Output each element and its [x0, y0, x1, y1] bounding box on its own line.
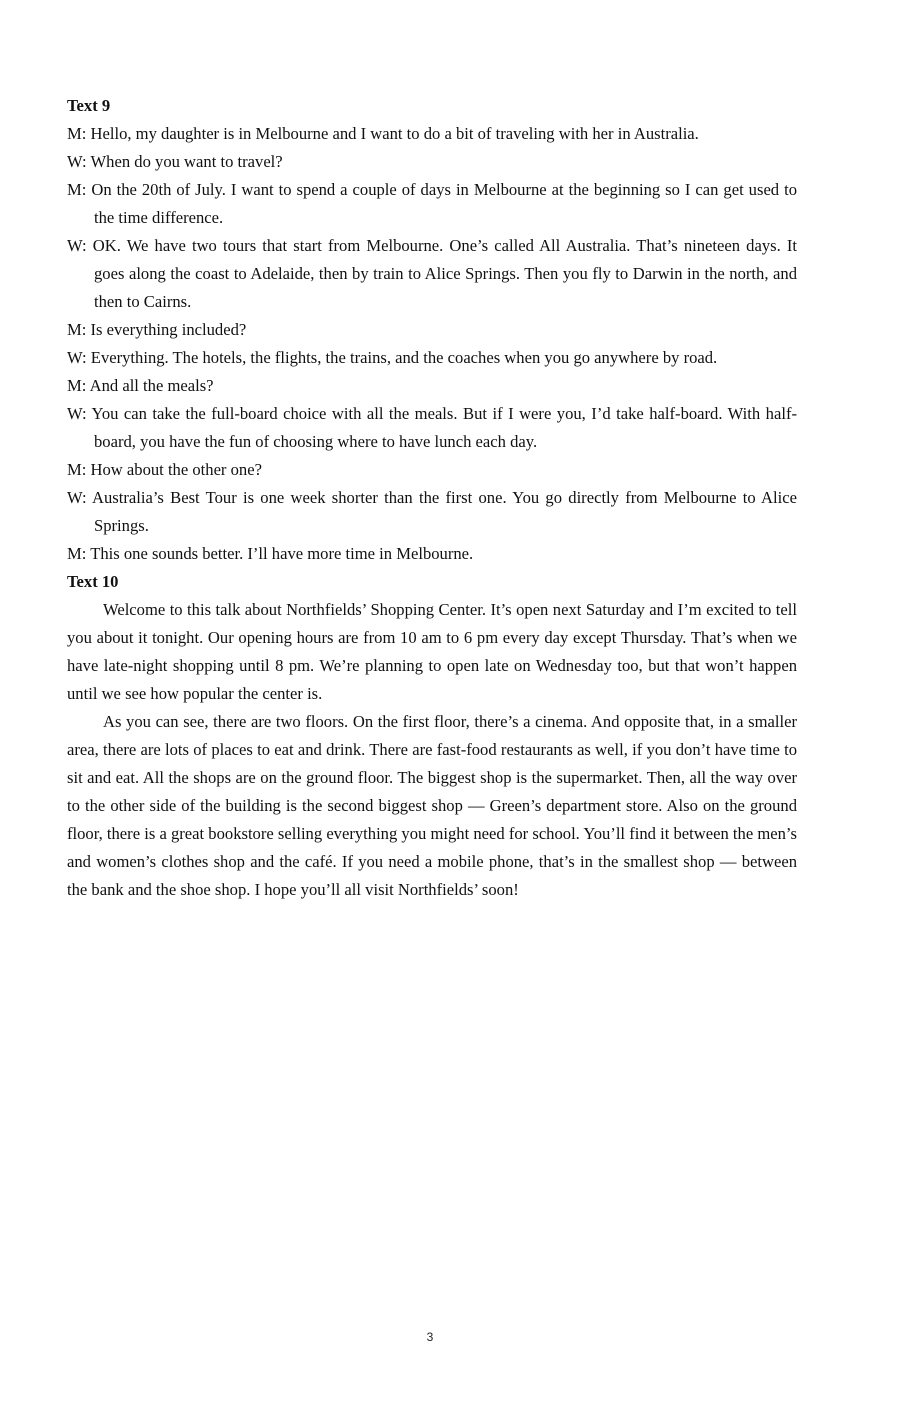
document-body [67, 92, 797, 904]
dialog-line: W: OK. We have two tours that start from Melbourne. One’s called All Australia. That’s nineteen days. It goes along the coast to Adelaide, then by train to Alice Springs. Then you fly to Darwin in the north, and then to Cairns. [67, 236, 797, 311]
text10-section [67, 568, 797, 904]
dialog-line: M: Hello, my daughter is in Melbourne and I want to do a bit of traveling with her in Australia. [67, 124, 699, 143]
text10-paragraph: Welcome to this talk about Northfields’ Shopping Center. It’s open next Saturday and I’m excited to tell you about it tonight. Our opening hours are from 10 am to 6 pm every day except Thursday. That’s when we have late-night shopping until 8 pm. We’re planning to open late on Wednesday too, but that won’t happen until we see how popular the center is. [67, 600, 797, 703]
text10-heading: Text 10 [67, 572, 119, 591]
dialog-line: M: Is everything included? [67, 320, 247, 339]
dialog-line: W: Everything. The hotels, the flights, the trains, and the coaches when you go anywhere by road. [67, 348, 718, 367]
text9-section [67, 92, 797, 568]
dialog-line: M: And all the meals? [67, 376, 214, 395]
page-number: 3 [426, 1330, 434, 1344]
dialog-line: W: When do you want to travel? [67, 152, 283, 171]
dialog-line: W: Australia’s Best Tour is one week shorter than the first one. You go directly from Melbourne to Alice Springs. [67, 488, 797, 535]
dialog-line: M: How about the other one? [67, 460, 262, 479]
dialog-line: M: On the 20th of July. I want to spend a couple of days in Melbourne at the beginning so I can get used to the time difference. [67, 180, 797, 227]
dialog-line: M: This one sounds better. I’ll have more time in Melbourne. [67, 544, 474, 563]
dialog-line: W: You can take the full-board choice with all the meals. But if I were you, I’d take half-board. With half-board, you have the fun of choosing where to have lunch each day. [67, 404, 797, 451]
text9-heading: Text 9 [67, 96, 111, 115]
text10-paragraph: As you can see, there are two floors. On the first floor, there’s a cinema. And opposite that, in a smaller area, there are lots of places to eat and drink. There are fast-food restaurants as well, if you don’t have time to sit and eat. All the shops are on the ground floor. The biggest shop is the supermarket. Then, all the way over to the other side of the building is the second biggest shop — Green’s department store. Also on the ground floor, there is a great bookstore selling everything you might need for school. You’ll find it between the men’s and women’s clothes shop and the café. If you need a mobile phone, that’s in the smallest shop — between the bank and the shoe shop. I hope you’ll all visit Northfields’ soon! [67, 712, 797, 899]
